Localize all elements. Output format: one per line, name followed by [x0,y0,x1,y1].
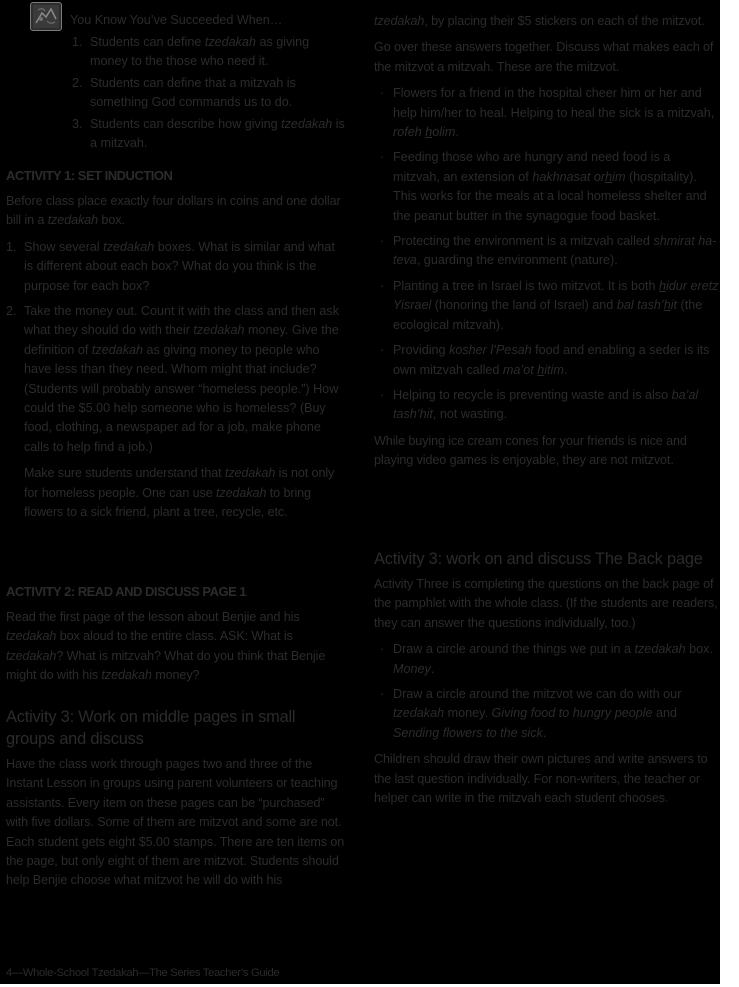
page-footer [6,966,279,980]
success-title: You Know You’ve Succeeded When… [70,13,283,27]
activity3-middle-body: Have the class work through pages two and three of the Instant Lesson in groups using parent volunteers or teaching assistants. Every item on these pages can be “purchased” with five dollars. Some of them are mitzvot and some are not. Each student gets eight $5.00 stamps. There are ten items on the page, but only eight of them are mitzvot. Students should help Benjie choose what mitzvot he will do with his [6,757,345,888]
bullet-item: · Protecting the environment is a mitzvah called shmirat ha-teva, guarding the environment (nature). [380,234,717,268]
activity3-middle-heading: Activity 3: Work on middle pages in small groups and discuss [6,708,296,748]
numbered-item: 1. Students can define tzedakah as giving money to the those who need it. [72,35,310,69]
bullet-icon: · [380,86,385,101]
activity3-back-heading: Activity 3: work on and discuss The Back page [374,550,703,568]
page-number: 4 [6,967,12,979]
bullet-icon: · [380,642,385,657]
numbered-item: 2. Students can define that a mitzvah is something God commands us to do. [72,75,296,110]
activity3-continued: tzedakah, by placing their $5 stickers on each of the mitzvot. [374,14,705,28]
activity3-back-section [374,548,720,815]
footer-title: —Whole-School Tzedakah—The Series Teacher’s Guide [11,967,280,979]
bullet-icon: · [380,150,385,165]
bullet-icon: · [380,387,385,402]
bullet-icon: · [380,278,385,293]
activity2-body: Read the first page of the lesson about Benjie and his tzedakah box aloud to the entire class. ASK: What is tzedakah? What is mitzvah? What do you think that Benjie might do with his tzedakah money? [6,610,326,683]
hands-illustration-icon [30,2,62,31]
success-list [72,33,347,155]
activity3-back-closing: Children should draw their own pictures and write answers to the last question individually. For non-writers, the teacher or helper can write in the mitzvah each student chooses. [374,752,708,806]
activity1-steps [6,238,346,457]
bullet-item: · Helping to recycle is preventing waste and is also ba’al tash’hit, not wasting. [380,387,699,422]
numbered-item: 3. Students can describe how giving tzedakah is a mitzvah. [72,116,345,151]
bullet-icon: · [380,687,385,702]
activity2-section [6,583,346,693]
bullet-icon: · [380,234,385,249]
activity3-middle-section [6,706,346,898]
bullet-item: · Providing kosher l’Pesah food and enabling a seder is its own mitzvah called ma’ot hitim. [380,343,710,377]
bullet-item: · Draw a circle around the things we put in a tzedakah box. Money. [380,642,713,676]
activity1-section [6,167,346,530]
bullet-item: · Planting a tree in Israel is two mitzvot. It is both hidur eretz Yisrael (honoring the land of Israel) and bal tash’hit (the ecological mitzvah). [380,278,719,332]
activity1-heading: ACTIVITY 1: SET INDUCTION [6,168,173,183]
bullet-item: · Feeding those who are hungry and need food is a mitzvah, an extension of hakhnasat orhim (hospitality). This works for the meals at a local homeless shelter and the peanut butter in the synagogue food basket. [380,150,707,223]
back-page-questions [374,640,720,743]
item-number: 3. [72,116,83,131]
activity1-intro: Before class place exactly four dollars in coins and one dollar bill in a tzedakah box. [6,194,341,228]
mitzvot-list [374,84,720,425]
activity3-back-body: Activity Three is completing the questions on the back page of the pamphlet with the whole class. (If the students are readers, they can answer the questions individually, too.) [374,577,718,630]
numbered-item: 2. Take the money out. Count it with the class and then ask what they should do with their tzedakah money. Give the definition of tzedakah as giving money to people who have less than they need. Whom might that include? (Students will probably answer “homeless people.”) How could the $5.00 help someone who is homeless? (Buy food, clothing, a newspaper ad for a job, make phone calls to help find a job.) [6,304,340,454]
numbered-item: 1. Show several tzedakah boxes. What is similar and what is different about each box? What do you think is the purpose for each box? [6,239,335,293]
bullet-item: · Draw a circle around the mitzvot we can do with our tzedakah money. Giving food to hungry people and Sending flowers to the sick. [380,687,682,740]
activity1-note: Make sure students understand that tzedakah is not only for homeless people. One can use tzedakah to bring flowers to a sick friend, plant a tree, recycle, etc. [24,466,335,520]
bullet-icon: · [380,343,385,358]
activity2-heading: ACTIVITY 2: READ AND DISCUSS PAGE 1 [6,584,247,599]
discuss-paragraph: Go over these answers together. Discuss what makes each of the mitzvot a mitzvah. These are the mitzvot. [374,40,714,74]
bullet-item: · Flowers for a friend in the hospital cheer him or her and help him/her to heal. Helping to heal the sick is a mitzvah, rofeh holim. [380,86,715,140]
item-number: 1. [6,239,17,254]
not-mitzvot-paragraph: While buying ice cream cones for your friends is nice and playing video games is enjoyable, they are not mitzvot. [374,433,687,468]
item-number: 2. [6,304,17,319]
item-number: 1. [72,35,83,49]
item-number: 2. [72,75,83,90]
